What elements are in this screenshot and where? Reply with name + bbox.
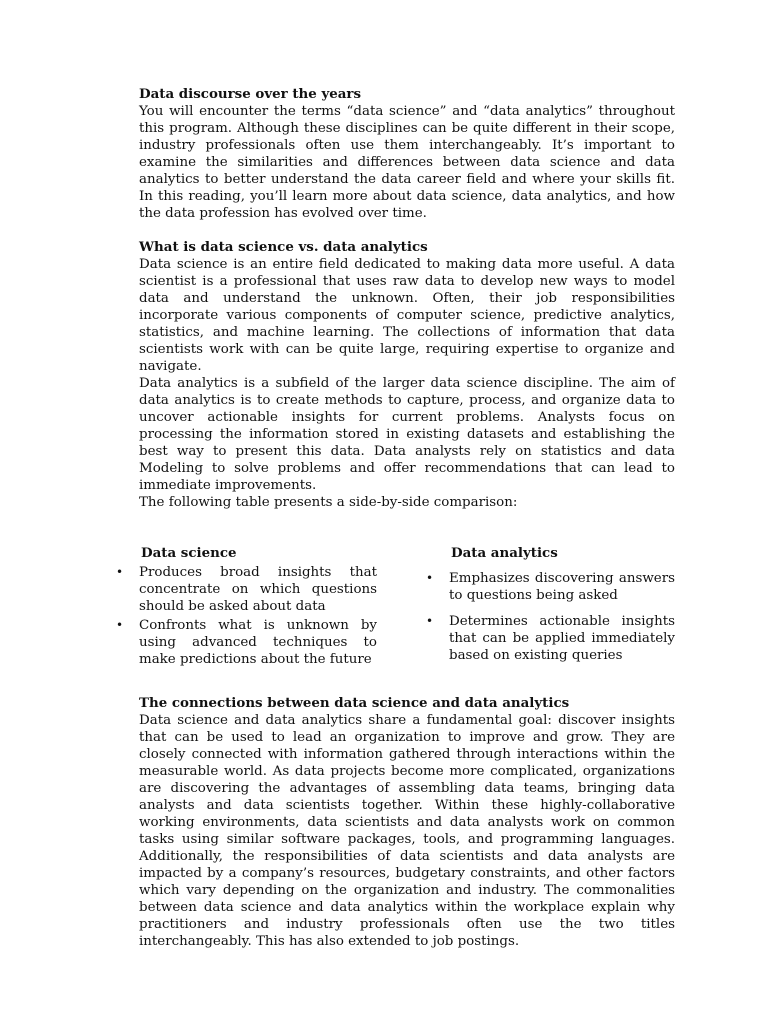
data-analytics-list <box>426 570 675 664</box>
data-analytics-column <box>426 545 675 673</box>
list-item <box>116 617 377 668</box>
connections-paragraph: Data science and data analytics share a fundamental goal: discover insights that can be used to lead an organization to improve and grow. They are closely connected with information gathered through interactions within the measurable world. As data projects become more complicated, organizations are discovering the advantages of assembling data teams, bringing data analysts and data scientists together. Within these highly-collaborative working environments, data scientists and data analysts work on common tasks using similar software packages, tools, and programming languages. Additionally, the responsibilities of data scientists and data analysts are impacted by a company’s resources, budgetary constraints, and other factors which vary depending on the organization and industry. The commonalities between data science and data analytics within the workplace explain why practitioners and industry professionals often use the two titles interchangeably. This has also extended to job postings. <box>139 713 675 949</box>
list-item <box>426 613 675 664</box>
list-item-text: Determines actionable insights that can be applied immediately based on existing queries <box>449 614 675 663</box>
data-analytics-column-title: Data analytics <box>451 545 558 561</box>
section-heading-science-vs-analytics: What is data science vs. data analytics <box>139 239 428 255</box>
bullet-icon: • <box>426 571 434 585</box>
bullet-icon: • <box>426 614 434 628</box>
intro-paragraph: You will encounter the terms “data science” and “data analytics” throughout this program. Although these disciplines can be quite different in their scope, industry professionals often use them interchangeably. It’s important to examine the similarities and differences between data science and data analytics to better understand the data career field and where your skills fit. In this reading, you’ll learn more about data science, data analytics, and how the data profession has evolved over time. <box>139 104 675 221</box>
list-item <box>426 570 675 604</box>
list-item-text: Produces broad insights that concentrate on which questions should be asked about data <box>139 565 377 614</box>
section-heading-data-discourse: Data discourse over the years <box>139 86 362 102</box>
section-heading-connections: The connections between data science and data analytics <box>139 695 570 711</box>
bullet-icon: • <box>116 618 124 632</box>
comparison-table <box>116 545 675 673</box>
bullet-icon: • <box>116 565 124 579</box>
data-science-paragraph: Data science is an entire field dedicated to making data more useful. A data scientist is a professional that uses raw data to develop new ways to model data and understand the unknown. Often, their job responsibilities incorporate various components of computer science, predictive analytics, statistics, and machine learning. The collections of information that data scientists work with can be quite large, requiring expertise to organize and navigate. <box>139 257 675 374</box>
list-item-text: Emphasizes discovering answers to questions being asked <box>449 571 675 603</box>
table-intro-paragraph: The following table presents a side-by-side comparison: <box>139 495 518 510</box>
data-analytics-paragraph: Data analytics is a subfield of the larger data science discipline. The aim of data analytics is to create methods to capture, process, and organize data to uncover actionable insights for current problems. Analysts focus on processing the information stored in existing datasets and establishing the best way to present this data. Data analysts rely on statistics and data Modeling to solve problems and offer recommendations that can lead to immediate improvements. <box>139 376 675 493</box>
data-science-column <box>116 545 377 673</box>
data-science-column-title: Data science <box>141 545 237 561</box>
data-science-list <box>116 564 377 668</box>
list-item <box>116 564 377 615</box>
document-page <box>116 86 675 950</box>
list-item-text: Confronts what is unknown by using advanced techniques to make predictions about the future <box>139 618 377 667</box>
